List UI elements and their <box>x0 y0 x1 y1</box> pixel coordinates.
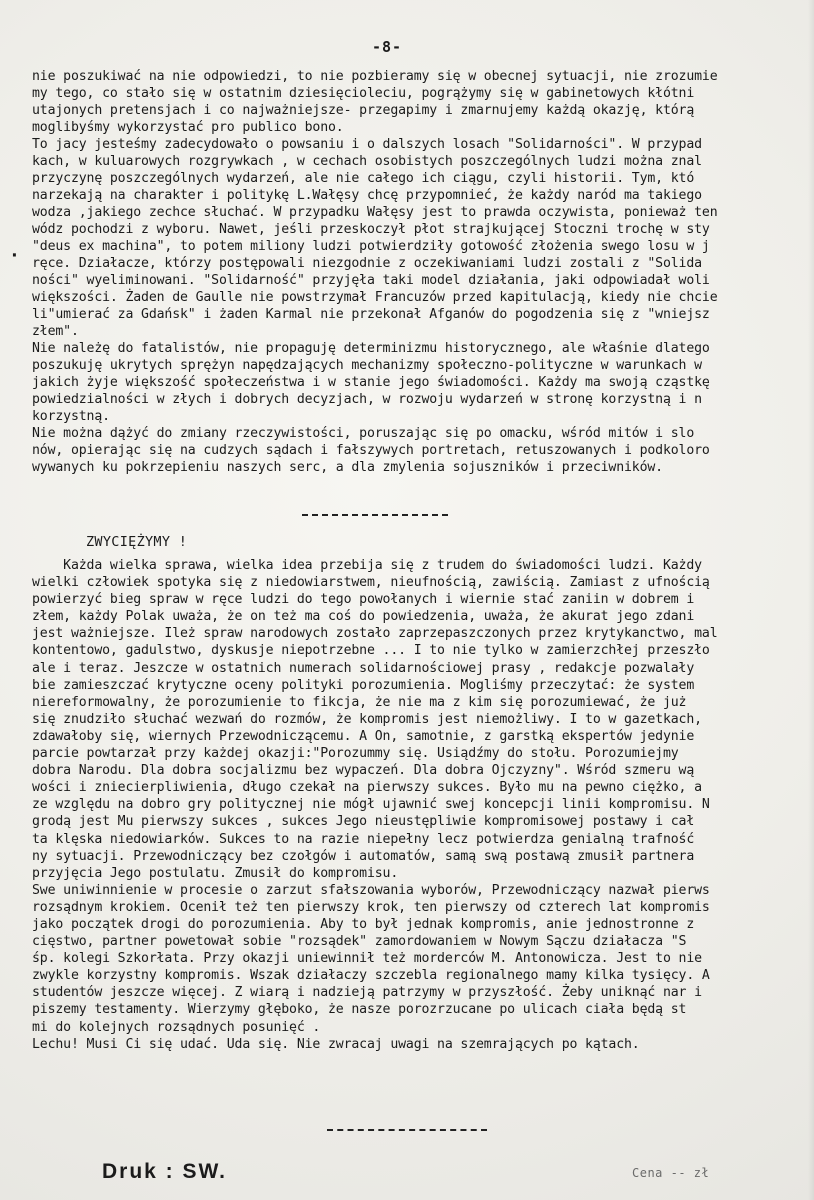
text-line: parcie powtarzał przy każdej okazji:"Porozummy się. Usiądźmy do stołu. Porozumiejmy <box>32 746 679 762</box>
text-line: jakich żyje większość społeczeństwa i w stanie jego świadomości. Każdy ma swoją cząstkę <box>32 375 710 390</box>
text-line: kontentowo, gadulstwo, dyskusje niepotrzebne ... I to nie tylko w zamierzchłej przeszło <box>32 643 710 659</box>
scan-edge-shadow <box>808 0 814 1200</box>
margin-mark: · <box>9 245 20 266</box>
text-line: złem". <box>32 324 79 339</box>
text-line: ności" wyeliminowani. "Solidarność" przyjęła taki model działania, jaki odpowiadał woli <box>32 273 710 288</box>
text-line: Każda wielka sprawa, wielka idea przebija się z trudem do świadomości ludzi. Każdy <box>32 558 702 573</box>
text-line: nie poszukiwać na nie odpowiedzi, to nie pozbieramy się w obecnej sytuacji, nie zrozumie <box>32 69 718 84</box>
text-line: korzystną. <box>32 409 110 424</box>
text-line: Swe uniwinnienie w procesie o zarzut sfałszowania wyborów, Przewodniczący nazwał pierws <box>32 882 710 898</box>
text-line: narzekają na charakter i politykę L.Wałęsy chcę przypomnieć, że każdy naród ma takiego <box>32 188 702 203</box>
text-line: jako początek drogi do porozumienia. Aby to był jednak kompromis, anie jednostronne z <box>32 916 695 932</box>
text-line: wodza ,jakiego zechce słuchać. W przypadku Wałęsy jest to prawda oczywista, ponieważ ten <box>32 205 718 220</box>
text-line: wielki człowiek spotyka się z niedowiarstwem, nieufnością, zawiścią. Zamiast z ufnością <box>32 575 710 591</box>
text-line: ale i teraz. Jeszcze w ostatnich numerach solidarnościowej prasy , redakcje pozwalały <box>32 660 695 676</box>
text-line: piszemy testamenty. Wierzymy głęboko, że nasze porozrzucane po ulicach ciała będą st <box>32 1002 687 1018</box>
text-line: wódz pochodzi z wyboru. Nawet, jeśli przeskoczył płot strajkującej Stoczni trochę w sty <box>32 222 710 237</box>
printer-credit: Druk : SW. <box>102 1160 228 1183</box>
text-line: śp. kolegi Szkorłata. Przy okazji uniewinnił też morderców M. Antonowicza. Jest to nie <box>32 951 702 967</box>
text-line: ny sytuacji. Przewodniczący bez czołgów i automatów, samą swą postawą zmusił partnera <box>32 848 695 864</box>
text-line: To jacy jesteśmy zadecydowało o powsaniu i o dalszych losach "Solidarności". W przypad <box>32 137 702 152</box>
text-line: jest ważniejsze. Ileż spraw narodowych zostało zaprzepaszczonych przez krytykanctwo, mal <box>32 626 718 642</box>
section-divider-end <box>327 1129 487 1131</box>
text-line: niereformowalny, że porozumienie to fikcja, że nie ma z kim się porozumiewać, że już <box>32 694 687 710</box>
page-number: -8- <box>372 38 403 56</box>
text-line: ta klęska niedowiarków. Sukces to na razie niepełny lecz potwierdza genialną trafność <box>32 831 695 847</box>
text-line: grodą jest Mu pierwszy sukces , sukces Jego nieustępliwie kompromisowej postawy i cał <box>32 814 695 830</box>
text-line: złem, każdy Polak uważa, że on też ma coś do powiedzenia, uważa, że akurat jego zdani <box>32 609 695 625</box>
text-line: większości. Żaden de Gaulle nie powstrzymał Francuzów przed kapitulacją, kiedy nie chcie <box>32 290 718 305</box>
article-section-2 <box>32 557 802 1053</box>
text-line: ze względu na dobro gry politycznej nie mógł ujawnić swej koncepcji linii kompromisu. N <box>32 797 710 813</box>
article-section-1 <box>32 68 802 476</box>
text-line: przyjęcia Jego postulatu. Zmusił do kompromisu. <box>32 865 399 881</box>
section-heading: ZWYCIĘŻYMY ! <box>86 534 188 550</box>
text-line: ręce. Działacze, którzy postępowali niezgodnie z oczekiwaniami ludzi zostali z "Solida <box>32 256 702 271</box>
text-line: zdawałoby się, wiernych Przewodniczącemu. A On, samotnie, z garstką ekspertów jedynie <box>32 728 695 744</box>
section-divider <box>302 514 448 516</box>
text-line: przyczynę poszczególnych wydarzeń, ale nie całego ich ciągu, czyli historii. Tym, któ <box>32 171 695 186</box>
text-line: wywanych ku pokrzepieniu naszych serc, a dla zmylenia sojuszników i przeciwników. <box>32 460 663 475</box>
text-line: bie zamieszczać krytyczne oceny polityki porozumienia. Mogliśmy przeczytać: że system <box>32 677 695 693</box>
text-line: li"umierać za Gdańsk" i żaden Karmal nie przekonał Afganów do pogodzenia się z "wniejsz <box>32 307 710 322</box>
text-line: powiedzialności w złych i dobrych decyzjach, w rozwoju wydarzeń w stronę korzystną i n <box>32 392 702 407</box>
text-line: utajonych pretensjach i co najważniejsze- przegapimy i zmarnujemy każdą okazję, którą <box>32 103 695 118</box>
text-line: kach, w kuluarowych rozgrywkach , w cechach osobistych poszczególnych ludzi można znal <box>32 154 702 169</box>
text-line: cięstwo, partner powetował sobie "rozsądek" zamordowaniem w Nowym Sączu działacza "S <box>32 934 687 950</box>
text-line: nów, opierając się na cudzych sądach i fałszywych portretach, retuszowanych i podkoloro <box>32 443 710 458</box>
text-line: Nie należę do fatalistów, nie propaguję determinizmu historycznego, ale właśnie dlatego <box>32 341 710 356</box>
text-line: my tego, co stało się w ostatnim dziesięcioleciu, pogrążymy się w gabinetowych kłótni <box>32 86 695 101</box>
text-line: moglibyśmy wykorzystać pro publico bono. <box>32 120 344 135</box>
text-line: poszukuję ukrytych sprężyn napędzających mechanizmy społeczno-polityczne w warunkach w <box>32 358 702 373</box>
text-line: powierzyć bieg spraw w ręce ludzi do tego powołanych i wiernie stać zaniin w dobrem i <box>32 592 695 608</box>
text-line: studentów jeszcze więcej. Z wiarą i nadzieją patrzymy w przyszłość. Żeby uniknąć nar i <box>32 985 702 1001</box>
text-line: dobra Narodu. Dla dobra socjalizmu bez wypaczeń. Dla dobra Ojczyzny". Wśród szmeru wą <box>32 763 695 779</box>
price-label: Cena -- zł <box>632 1166 710 1180</box>
text-line: mi do kolejnych rozsądnych posunięć . <box>32 1019 321 1035</box>
text-line: się znudziło słuchać wezwań do rozmów, że kompromis jest niemożliwy. I to w gazetkach, <box>32 711 702 727</box>
text-line: Lechu! Musi Ci się udać. Uda się. Nie zwracaj uwagi na szemrających po kątach. <box>32 1036 640 1052</box>
text-line: "deus ex machina", to potem miliony ludzi potwierdziły gotowość złożenia swego losu w j <box>32 239 710 254</box>
text-line: Nie można dążyć do zmiany rzeczywistości, poruszając się po omacku, wśród mitów i slo <box>32 426 695 441</box>
text-line: rozsądnym krokiem. Ocenił też ten pierwszy krok, ten pierwszy od czterech lat kompromis <box>32 899 710 915</box>
text-line: zwykle korzystny kompromis. Wszak działaczy szczebla regionalnego mamy kilka tysięcy. A <box>32 968 710 984</box>
text-line: wości i zniecierpliwienia, długo czekał na pierwszy sukces. Było mu na pewno ciężko, a <box>32 780 702 796</box>
